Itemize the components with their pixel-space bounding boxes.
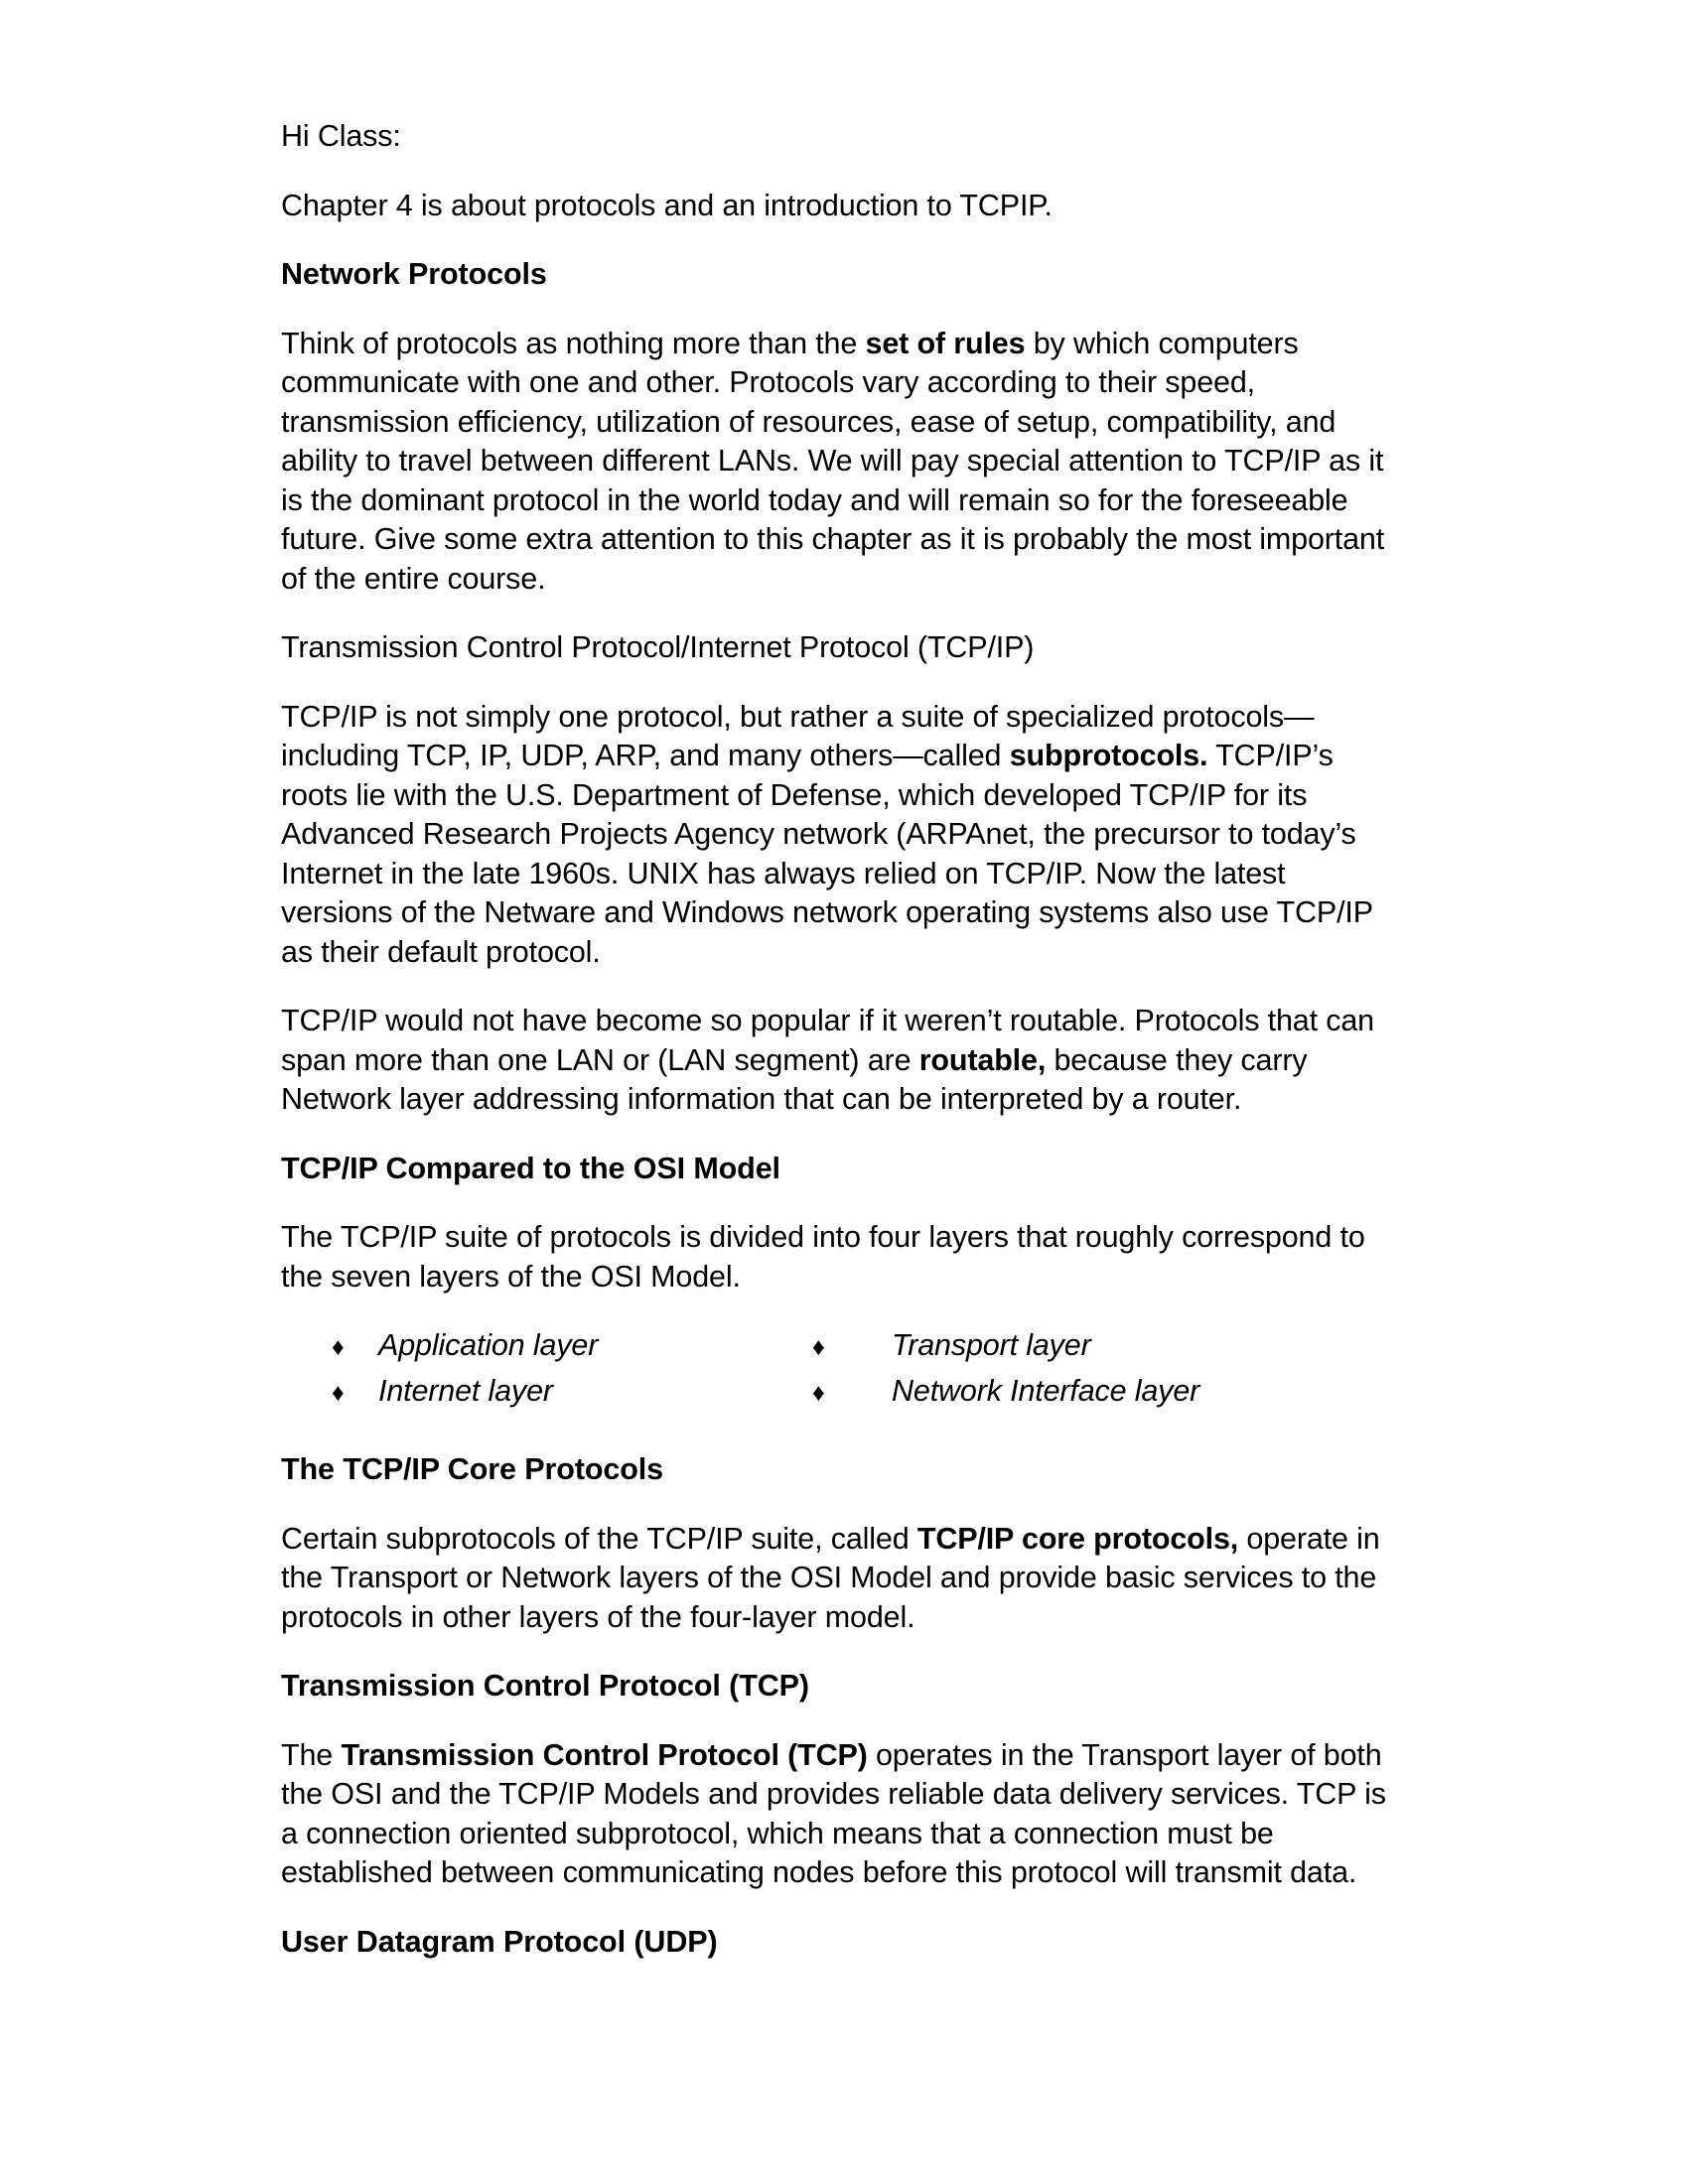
- tcpip-suite-text-1: TCP/IP is not simply one protocol, but rather a suite of specialized protocols—including TCP, IP, UDP, ARP, and many others—called: [281, 699, 1315, 772]
- tcp-text-2: operates in the Transport layer of both the OSI and the TCP/IP Models and provides reliable data delivery services. TCP is a connection oriented subprotocol, which means that a connection must be established between communicating nodes before this protocol will transmit data.: [281, 1737, 1386, 1889]
- tcpip-suite-emphasis-subprotocols: subprotocols.: [1009, 739, 1208, 772]
- diamond-bullet-icon: ♦: [812, 1333, 825, 1361]
- layer-bullet-list: [281, 1326, 1400, 1413]
- routable-emphasis: routable,: [918, 1042, 1047, 1077]
- list-item: [281, 1326, 812, 1368]
- core-protocols-text-2: operate in the Transport or Network layers of the OSI Model and provide basic services to the protocols in other layers of the four-layer model.: [281, 1521, 1380, 1634]
- diamond-bullet-icon: ♦: [332, 1333, 345, 1361]
- tcp-text-1: The: [281, 1737, 342, 1772]
- list-item-label: Application layer: [378, 1328, 599, 1362]
- intro-line: [281, 187, 1400, 226]
- intro-text: Chapter 4 is about protocols and an introduction to TCPIP.: [281, 188, 1053, 222]
- greeting-line: [281, 117, 1400, 157]
- routable-text-2: because they carry Network layer addressing information that can be interpreted by a router.: [281, 1042, 1308, 1116]
- subheading-tcpip-expansion: [281, 628, 1400, 668]
- diamond-bullet-icon: ♦: [812, 1378, 825, 1407]
- subheading-tcpip-expansion-label: Transmission Control Protocol/Internet Protocol (TCP/IP): [281, 630, 1035, 664]
- list-item: [812, 1326, 1343, 1368]
- paragraph-protocols-definition: [281, 325, 1400, 600]
- heading-core-protocols: [281, 1450, 1400, 1490]
- heading-udp-label: User Datagram Protocol (UDP): [281, 1924, 718, 1959]
- tcp-emphasis: Transmission Control Protocol (TCP): [341, 1737, 868, 1772]
- heading-network-protocols-label: Network Protocols: [281, 257, 547, 291]
- bullet-row: [281, 1326, 1400, 1368]
- heading-network-protocols: [281, 255, 1400, 295]
- heading-tcpip-compared-osi: [281, 1150, 1400, 1189]
- greeting-text: Hi Class:: [281, 119, 401, 153]
- paragraph-tcp: [281, 1736, 1400, 1893]
- list-item-label: Transport layer: [892, 1328, 1091, 1362]
- four-layers-text: The TCP/IP suite of protocols is divided into four layers that roughly correspond to the seven layers of the OSI Model.: [281, 1220, 1365, 1294]
- paragraph-tcpip-suite: [281, 698, 1400, 973]
- heading-tcpip-compared-osi-label: TCP/IP Compared to the OSI Model: [281, 1151, 780, 1185]
- heading-tcp-label: Transmission Control Protocol (TCP): [281, 1669, 809, 1703]
- document-body: [281, 117, 1400, 1962]
- routable-text-1: TCP/IP would not have become so popular if it weren’t routable. Protocols that can span more than one LAN or (LAN segment) are: [281, 1004, 1374, 1077]
- paragraph-routable: [281, 1002, 1400, 1120]
- paragraph-core-protocols: [281, 1520, 1400, 1638]
- list-item: [281, 1372, 812, 1414]
- list-item-label: Internet layer: [378, 1373, 553, 1408]
- heading-udp: [281, 1923, 1400, 1963]
- protocols-definition-text-2: by which computers communicate with one and other. Protocols vary according to their speed, transmission efficiency, utilization of resources, ease of setup, compatibility, and ability to travel between different LANs. We will pay special attention to TCP/IP as it is the dominant protocol in the world today and will remain so for the foreseeable future. Give some extra attention to this chapter as it is probably the most important of the entire course.: [281, 326, 1385, 596]
- bullet-row: [281, 1372, 1400, 1414]
- list-item: [812, 1372, 1343, 1414]
- heading-tcp: [281, 1667, 1400, 1706]
- protocols-definition-text-1: Think of protocols as nothing more than the: [281, 326, 866, 360]
- tcpip-suite-text-2: TCP/IP’s roots lie with the U.S. Department of Defense, which developed TCP/IP for its Advanced Research Projects Agency network (ARPAnet, the precursor to today’s Internet in the late 1960s. UNIX has always relied on TCP/IP. Now the latest versions of the Netware and Windows network operating systems also use TCP/IP as their default protocol.: [281, 739, 1373, 969]
- diamond-bullet-icon: ♦: [332, 1378, 345, 1407]
- core-protocols-text-1: Certain subprotocols of the TCP/IP suite, called: [281, 1521, 917, 1556]
- paragraph-four-layers: [281, 1218, 1400, 1297]
- protocols-definition-emphasis-set-of-rules: set of rules: [865, 326, 1026, 360]
- list-item-label: Network Interface layer: [892, 1373, 1200, 1408]
- heading-core-protocols-label: The TCP/IP Core Protocols: [281, 1452, 664, 1486]
- core-protocols-emphasis: TCP/IP core protocols,: [916, 1521, 1239, 1556]
